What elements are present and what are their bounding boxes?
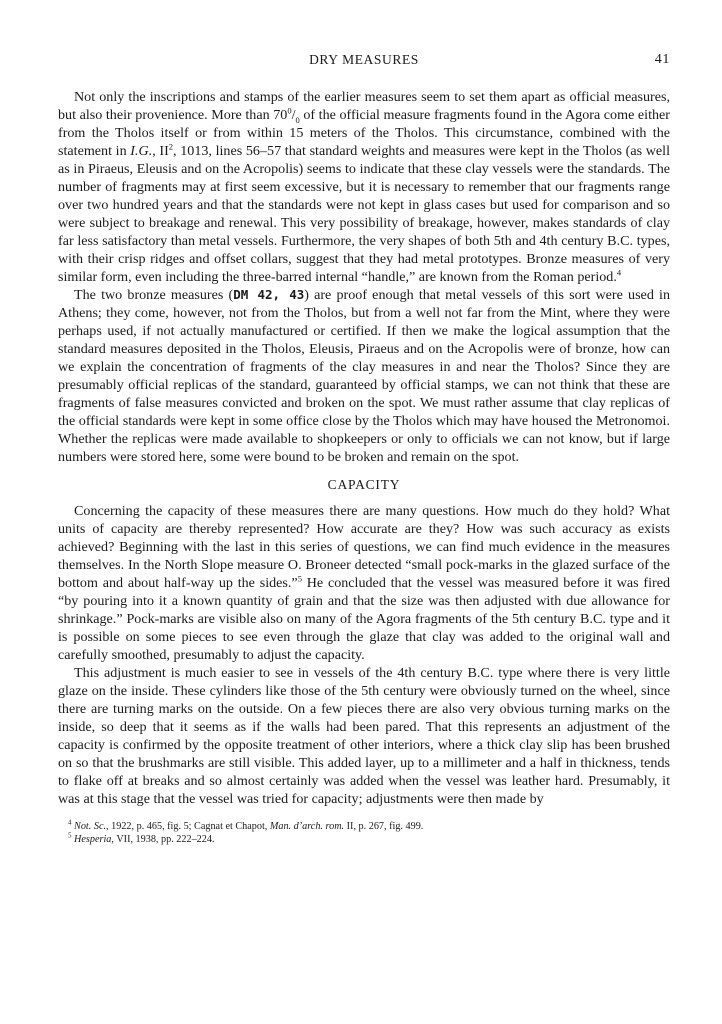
footnotes (58, 820, 670, 846)
text-run: , VII, 1938, pp. 222–224. (111, 834, 215, 845)
text-run: , 1013, lines 56–57 that standard weights and measures were kept in the Tholos (as well as in Piraeus, Eleusis and on the Acropolis) seems to indicate that these clay vessels were the standards. The number of fragments may at first seem excessive, but it is necessary to remember that our fragments range over two hundred years and that the standards were not kept in glass cases but used for comparison and so were subject to breakage and renewal. This very possibility of breakage, however, makes standards of clay far less satisfactory than metal vessels. Furthermore, the very shapes of both 5th and 4th century B.C. types, with their crisp ridges and offset collars, suggest that they had metal prototypes. Bronze measures of very similar form, even including the three-barred internal “handle,” are known from the Roman period. (58, 143, 670, 285)
journal-title: Hesperia (74, 834, 112, 845)
text-run: , 1922, p. 465, fig. 5; Cagnat et Chapot, (106, 821, 270, 832)
paragraph-adjustment: This adjustment is much easier to see in vessels of the 4th century B.C. type where there is very little glaze on the inside. These cylinders like those of the 5th century were obviously turned on the wheel, since there are turning marks on the outside. On a few pieces there are also very obvious turning marks on the inside, so deep that it seems as if the walls had been pared. That this represents an adjustment of the capacity is confirmed by the opposite treatment of other interiors, where a thick clay slip has been brushed on so that the brushmarks are still visible. This added layer, up to a millimeter and a half in thickness, tends to flake off at breaks and so almost certainly was added when the vessel was leather hard. Presumably, it was at this stage that the vessel was tried for capacity; adjustments were then made by (58, 665, 670, 807)
text-run: The two bronze measures ( (74, 287, 234, 303)
percent-sup: 0 (287, 105, 292, 116)
text-run: He concluded that the vessel was measured before it was fired “by pouring into it a known quantity of grain and that the size was then adjusted with due allowance for shrinkage.” Pock-marks are visible also on many of the Agora fragments of the 5th century B.C. type and it is possible on some pieces to see even through the glaze that clay was added to the original wall and carefully smoothed, presumably to adjust the capacity. (58, 575, 670, 663)
paragraph-bronze-measures (58, 286, 670, 466)
text-run: ) are proof enough that metal vessels of this sort were used in Athens; they come, however, not from the Tholos, but from a well not far from the Mint, where they were perhaps used, if not actually manufactured or certified. If then we make the logical assumption that the standard measures deposited in the Tholos, Eleusis, Piraeus and on the Acropolis were of bronze, how can we explain the concentration of fragments of the clay measures in and near the Tholos? Since they are presumably official replicas of the standard, guaranteed by official stamps, we can not think that these are fragments of false measures convicted and broken on the spot. We must rather assume that clay replicas of the official standards were kept in some office close by the Tholos which may have housed the Metronomoi. Whether the replicas were made available to shopkeepers or only to officials we can not know, but if large numbers were stored here, some were bound to be broken and remain on the spot. (58, 287, 670, 465)
footnote-ref-4[interactable]: 4 (616, 267, 622, 278)
footnote-mark: 4 (68, 818, 72, 827)
footnote-mark: 5 (68, 831, 72, 840)
text-run: II, p. 267, fig. 499. (344, 821, 424, 832)
text-run: , II (152, 143, 169, 159)
text-run: / (291, 107, 296, 123)
citation-ig: I.G. (130, 143, 153, 159)
text-run: Not only the inscriptions and stamps of the earlier measures seem to set them apart as official measures, but also their provenience. More than 70 (58, 89, 670, 123)
catalogue-reference: DM 42, 43 (233, 287, 305, 302)
running-title: DRY MEASURES (309, 52, 419, 67)
section-heading-capacity: CAPACITY (327, 477, 401, 492)
percent-sub: 0 (295, 114, 300, 125)
running-header (58, 50, 670, 74)
footnote-5 (58, 833, 670, 846)
footnote-ref-5[interactable]: 5 (297, 573, 302, 584)
book-title: Man. d’arch. rom. (269, 821, 345, 832)
text-run: Concerning the capacity of these measures there are many questions. How much do they hold? What units of capacity are thereby represented? How accurate are they? How was such accuracy as exists achieved? Beginning with the last in this series of questions, we can find much evidence in the measures themselves. In the North Slope measure O. Broneer detected “small pock-marks in the glazed surface of the bottom and about half-way up the sides.” (58, 503, 670, 591)
paragraph-capacity-questions (58, 502, 670, 664)
page-number: 41 (654, 52, 670, 67)
journal-title: Not. Sc. (74, 821, 107, 832)
paragraph-provenience (58, 88, 670, 286)
page (58, 50, 670, 846)
text-run: of the official measure fragments found in the Agora come either from the Tholos itself or from within 15 meters of the Tholos. This circumstance, combined with the statement in (58, 107, 670, 159)
footnote-4 (58, 820, 670, 833)
superscript: 2 (168, 141, 174, 152)
